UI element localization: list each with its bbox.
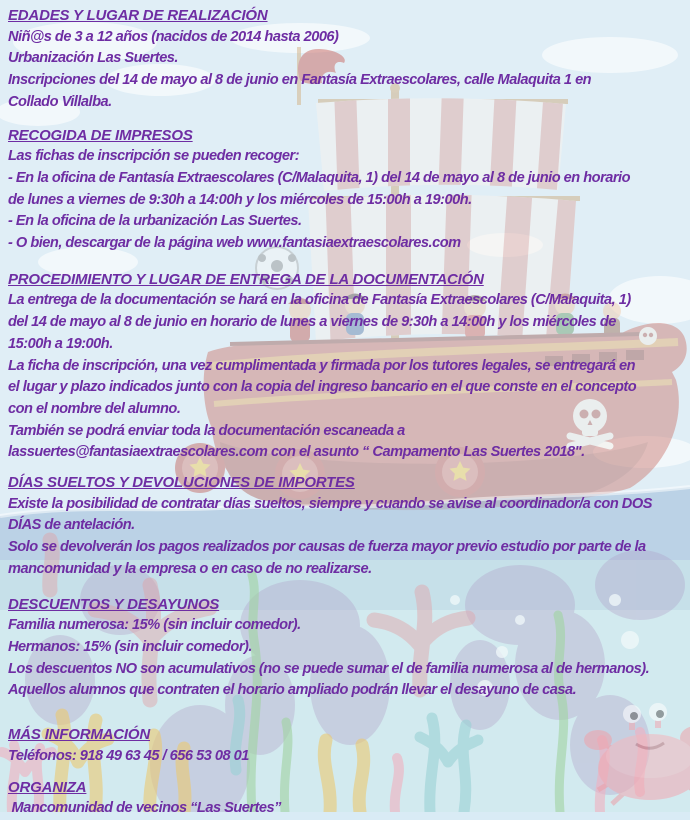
text-line: mancomunidad y la empresa o en caso de no realizarse. <box>8 560 372 577</box>
section-heading-mas-informacion: MÁS INFORMACIÓN <box>8 726 150 744</box>
section-heading-descuentos: DESCUENTOS Y DESAYUNOS <box>8 595 220 613</box>
text-line-organizador: Mancomunidad de vecinos “Las Suertes” <box>8 800 281 817</box>
text-line: Solo se devolverán los pagos realizados por causas de fuerza mayor previo estudio por parte de la <box>8 539 646 556</box>
section-procedimiento <box>8 269 686 464</box>
text-line: Collado Villalba. <box>8 93 112 110</box>
text-line: con el nombre del alumno. <box>8 400 181 417</box>
section-heading-organiza: ORGANIZA <box>8 778 87 796</box>
text-line: lassuertes@fantasiaextraescolares.com con el asunto “ Campamento Las Suertes 2018". <box>8 444 585 461</box>
text-line-telefonos: Teléfonos: 918 49 63 45 / 656 53 08 01 <box>8 747 249 764</box>
section-heading-dias-sueltos: DÍAS SUELTOS Y DEVOLUCIONES DE IMPORTES <box>8 474 355 492</box>
section-edades <box>8 5 686 114</box>
section-descuentos <box>8 594 686 703</box>
text-line: - En la oficina de Fantasía Extraescolares (C/Malaquita, 1) del 14 de mayo al 8 de junio en horario <box>8 169 631 186</box>
text-line: de lunes a viernes de 9:30h a 14:00h y los miércoles de 15:00h a 19:00h. <box>8 191 472 208</box>
text-line: Niñ@s de 3 a 12 años (nacidos de 2014 hasta 2006) <box>8 28 339 45</box>
section-mas-informacion <box>8 724 686 767</box>
text-line: Los descuentos NO son acumulativos (no se puede sumar el de familia numerosa al de hermanos). <box>8 660 650 677</box>
text-line: Urbanización Las Suertes. <box>8 50 178 67</box>
section-heading-recogida: RECOGIDA DE IMPRESOS <box>8 126 193 144</box>
text-line: La entrega de la documentación se hará en la oficina de Fantasía Extraescolares (C/Malaquita, 1) <box>8 292 631 309</box>
text-line: 15:00h a 19:00h. <box>8 335 113 352</box>
text-line: DÍAS de antelación. <box>8 517 135 534</box>
text-line: Las fichas de inscripción se pueden recoger: <box>8 148 300 165</box>
flyer-content <box>8 5 686 820</box>
section-organiza <box>8 777 686 820</box>
section-heading-procedimiento: PROCEDIMIENTO Y LUGAR DE ENTREGA DE LA DOCUMENTACIÓN <box>8 270 484 288</box>
section-dias-sueltos <box>8 472 686 581</box>
text-line: La ficha de inscripción, una vez cumplimentada y firmada por los tutores legales, se entregará en <box>8 357 636 374</box>
text-line: el lugar y plazo indicados junto con la copia del ingreso bancario en el que conste en el concepto <box>8 379 637 396</box>
text-line: - O bien, descargar de la página web www.fantasiaextraescolares.com <box>8 235 461 252</box>
section-heading-edades: EDADES Y LUGAR DE REALIZACIÓN <box>8 7 268 24</box>
text-line: Inscripciones del 14 de mayo al 8 de junio en Fantasía Extraescolares, calle Malaquita 1 en <box>8 72 592 89</box>
section-recogida <box>8 125 686 255</box>
text-line: Aquellos alumnos que contraten el horario ampliado podrán llevar el desayuno de casa. <box>8 682 577 699</box>
text-line: También se podrá enviar toda la documentación escaneada a <box>8 422 405 439</box>
text-line: Familia numerosa: 15% (sin incluir comedor). <box>8 617 301 634</box>
text-line: Hermanos: 15% (sin incluir comedor). <box>8 638 252 655</box>
text-line: - En la oficina de la urbanización Las Suertes. <box>8 213 302 230</box>
text-line: Existe la posibilidad de contratar días sueltos, siempre y cuando se avise al coordinador/a con DOS <box>8 495 652 512</box>
text-line: del 14 de mayo al 8 de junio en horario de lunes a viernes de 9:30h a 14:00h y los miércoles de <box>8 314 616 331</box>
